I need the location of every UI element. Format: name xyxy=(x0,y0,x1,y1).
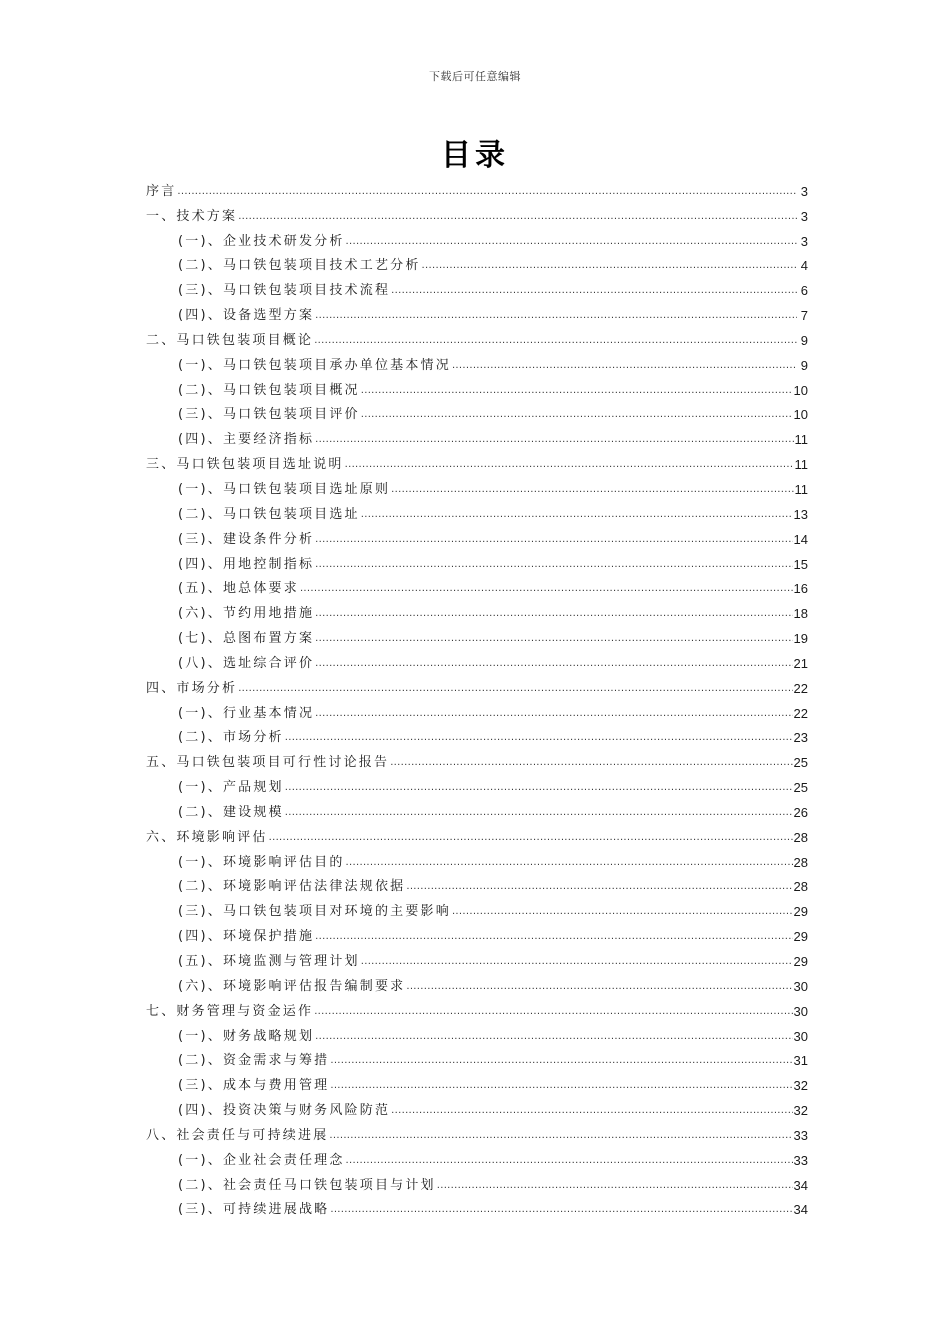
toc-subsection-entry[interactable] xyxy=(146,1020,808,1045)
toc-page-number: 10 xyxy=(793,407,808,423)
toc-subsection-entry[interactable] xyxy=(146,1069,808,1094)
toc-dot-leader xyxy=(314,1004,792,1020)
toc-entry-label: (五)、环境监测与管理计划 xyxy=(178,954,360,969)
toc-subsection-entry[interactable] xyxy=(146,1194,808,1219)
toc-page-number: 23 xyxy=(793,730,808,746)
toc-subsection-entry[interactable] xyxy=(146,225,808,250)
toc-page-number: 28 xyxy=(793,854,808,870)
toc-subsection-entry[interactable] xyxy=(146,920,808,945)
toc-dot-leader xyxy=(285,730,793,746)
toc-entry-label: (二)、建设规模 xyxy=(178,804,284,820)
toc-dot-leader xyxy=(285,780,793,796)
toc-page-number: 29 xyxy=(793,929,808,945)
toc-dot-leader xyxy=(315,606,792,622)
toc-page-number: 29 xyxy=(793,954,808,969)
toc-entry-label: (七)、总图布置方案 xyxy=(178,631,315,647)
toc-dot-leader xyxy=(452,358,797,374)
toc-dot-leader xyxy=(315,432,793,448)
toc-page-number: 4 xyxy=(800,258,808,274)
toc-entry-label: (一)、企业社会责任理念 xyxy=(178,1152,345,1168)
toc-dot-leader xyxy=(330,1053,792,1069)
toc-entry-label: 四、市场分析 xyxy=(146,680,238,696)
toc-page-number: 6 xyxy=(800,283,808,299)
toc-entry-label: (二)、资金需求与筹措 xyxy=(178,1053,330,1069)
toc-subsection-entry[interactable] xyxy=(146,796,808,821)
toc-entry-label: 五、马口铁包装项目可行性讨论报告 xyxy=(146,755,390,771)
toc-entry-label: (二)、市场分析 xyxy=(178,730,284,746)
toc-dot-leader xyxy=(315,929,792,945)
toc-entry-label: (二)、马口铁包装项目选址 xyxy=(178,506,360,522)
toc-entry-label: (五)、地总体要求 xyxy=(178,581,299,597)
toc-dot-leader xyxy=(437,1178,793,1194)
toc-entry-label: (二)、社会责任马口铁包装项目与计划 xyxy=(178,1177,436,1193)
toc-entry-label: (四)、用地控制指标 xyxy=(178,556,315,572)
toc-dot-leader xyxy=(314,333,797,349)
toc-page-number: 34 xyxy=(793,1177,808,1193)
toc-page-number: 22 xyxy=(793,705,808,721)
toc-dot-leader xyxy=(452,904,793,920)
toc-page-number: 3 xyxy=(800,233,808,249)
toc-page-number: 25 xyxy=(793,780,808,796)
toc-page-number: 33 xyxy=(793,1127,808,1143)
toc-dot-leader xyxy=(315,706,792,722)
toc-entry-label: (二)、马口铁包装项目技术工艺分析 xyxy=(178,258,421,274)
toc-subsection-entry[interactable] xyxy=(146,548,808,573)
toc-entry-label: (八)、选址综合评价 xyxy=(178,655,315,671)
toc-subsection-entry[interactable] xyxy=(146,945,808,970)
toc-dot-leader xyxy=(238,681,792,697)
toc-dot-leader xyxy=(315,1029,792,1045)
toc-dot-leader xyxy=(315,308,797,324)
toc-dot-leader xyxy=(315,532,792,548)
toc-subsection-entry[interactable] xyxy=(146,697,808,722)
toc-entry-label: (二)、马口铁包装项目概况 xyxy=(178,382,360,398)
toc-dot-leader xyxy=(345,457,794,473)
toc-entry-label: 序言 xyxy=(146,183,177,199)
toc-section-entry[interactable] xyxy=(146,672,808,697)
toc-page-number: 11 xyxy=(794,457,808,473)
toc-dot-leader xyxy=(361,407,793,423)
toc-entry-label: (一)、环境影响评估目的 xyxy=(178,854,345,870)
toc-page-number: 11 xyxy=(794,481,808,497)
toc-page-number: 28 xyxy=(793,829,808,845)
toc-section-entry[interactable] xyxy=(146,995,808,1020)
toc-subsection-entry[interactable] xyxy=(146,622,808,647)
toc-page-number: 30 xyxy=(793,1028,808,1044)
toc-dot-leader xyxy=(330,1202,792,1218)
toc-entry-label: (三)、可持续进展战略 xyxy=(178,1202,330,1218)
toc-dot-leader xyxy=(391,283,797,299)
toc-page-number: 21 xyxy=(793,655,808,671)
toc-subsection-entry[interactable] xyxy=(146,498,808,523)
toc-dot-leader xyxy=(361,507,793,523)
toc-entry-label: (六)、环境影响评估报告编制要求 xyxy=(178,978,406,994)
toc-entry-label: (六)、节约用地措施 xyxy=(178,606,315,622)
toc-subsection-entry[interactable] xyxy=(146,970,808,995)
toc-entry-label: (四)、主要经济指标 xyxy=(178,432,315,448)
toc-dot-leader xyxy=(361,954,793,970)
toc-entry-label: (四)、投资决策与财务风险防范 xyxy=(178,1103,391,1119)
toc-subsection-entry[interactable] xyxy=(146,523,808,548)
toc-dot-leader xyxy=(406,879,792,895)
page-title: 目录 xyxy=(441,138,509,173)
toc-subsection-entry[interactable] xyxy=(146,647,808,672)
toc-entry-label: (一)、企业技术研发分析 xyxy=(178,233,345,249)
toc-dot-leader xyxy=(315,557,792,573)
toc-section-entry[interactable] xyxy=(146,448,808,473)
toc-entry-label: (一)、财务战略规划 xyxy=(178,1028,315,1044)
toc-page-number: 26 xyxy=(793,804,808,820)
toc-page-number: 16 xyxy=(793,581,808,597)
toc-entry-label: 七、财务管理与资金运作 xyxy=(146,1003,314,1019)
toc-entry-label: (一)、产品规划 xyxy=(178,780,284,796)
toc-entry-label: (二)、环境影响评估法律法规依据 xyxy=(178,879,406,895)
toc-dot-leader xyxy=(346,234,797,250)
toc-entry-label: (三)、马口铁包装项目技术流程 xyxy=(178,283,391,299)
toc-dot-leader xyxy=(269,830,793,846)
toc-subsection-entry[interactable] xyxy=(146,722,808,747)
toc-entry-label: (一)、马口铁包装项目选址原则 xyxy=(178,481,391,497)
toc-section-entry[interactable] xyxy=(146,175,808,200)
toc-page-number: 25 xyxy=(793,755,808,771)
toc-dot-leader xyxy=(238,209,797,225)
toc-entry-label: 二、马口铁包装项目概论 xyxy=(146,332,314,348)
toc-dot-leader xyxy=(300,581,793,597)
toc-subsection-entry[interactable] xyxy=(146,895,808,920)
toc-page-number: 32 xyxy=(793,1103,808,1119)
toc-entry-label: (三)、马口铁包装项目对环境的主要影响 xyxy=(178,904,451,920)
toc-subsection-entry[interactable] xyxy=(146,349,808,374)
toc-dot-leader xyxy=(177,184,797,200)
toc-dot-leader xyxy=(315,656,792,672)
toc-subsection-entry[interactable] xyxy=(146,274,808,299)
toc-subsection-entry[interactable] xyxy=(146,399,808,424)
toc-entry-label: 八、社会责任与可持续进展 xyxy=(146,1127,329,1143)
toc-subsection-entry[interactable] xyxy=(146,1169,808,1194)
toc-entry-label: (三)、建设条件分析 xyxy=(178,531,315,547)
toc-section-entry[interactable] xyxy=(146,200,808,225)
toc-page-number: 3 xyxy=(800,208,808,224)
toc-page-number: 14 xyxy=(793,531,808,547)
toc-subsection-entry[interactable] xyxy=(146,374,808,399)
toc-page-number: 30 xyxy=(793,1003,808,1019)
toc-subsection-entry[interactable] xyxy=(146,846,808,871)
toc-page-number: 33 xyxy=(793,1152,808,1168)
toc-page-number: 31 xyxy=(793,1053,808,1069)
toc-entry-label: 三、马口铁包装项目选址说明 xyxy=(146,457,344,473)
toc-page-number: 34 xyxy=(793,1202,808,1218)
toc-section-entry[interactable] xyxy=(146,821,808,846)
toc-dot-leader xyxy=(422,258,797,274)
toc-page-number: 15 xyxy=(793,556,808,572)
toc-dot-leader xyxy=(406,979,792,995)
toc-dot-leader xyxy=(391,1103,792,1119)
toc-subsection-entry[interactable] xyxy=(146,1045,808,1070)
toc-dot-leader xyxy=(315,631,792,647)
toc-entry-label: (一)、马口铁包装项目承办单位基本情况 xyxy=(178,357,451,373)
toc-dot-leader xyxy=(346,1153,793,1169)
toc-entry-label: 一、技术方案 xyxy=(146,208,238,224)
toc-page-number: 11 xyxy=(794,432,808,448)
toc-page-number: 7 xyxy=(800,308,808,324)
toc-page-number: 9 xyxy=(800,332,808,348)
toc-dot-leader xyxy=(390,755,792,771)
toc-entry-label: (一)、行业基本情况 xyxy=(178,705,315,721)
toc-page-number: 28 xyxy=(793,879,808,895)
toc-page-number: 3 xyxy=(800,183,808,199)
toc-entry-label: (三)、成本与费用管理 xyxy=(178,1078,330,1094)
toc-dot-leader xyxy=(346,855,793,871)
toc-subsection-entry[interactable] xyxy=(146,1144,808,1169)
toc-page-number: 22 xyxy=(793,680,808,696)
toc-subsection-entry[interactable] xyxy=(146,473,808,498)
toc-page-number: 19 xyxy=(793,631,808,647)
toc-section-entry[interactable] xyxy=(146,1119,808,1144)
toc-subsection-entry[interactable] xyxy=(146,250,808,275)
toc-page-number: 30 xyxy=(793,978,808,994)
toc-page-number: 13 xyxy=(793,506,808,522)
toc-page-number: 29 xyxy=(793,904,808,920)
toc-subsection-entry[interactable] xyxy=(146,1094,808,1119)
toc-subsection-entry[interactable] xyxy=(146,871,808,896)
toc-page-number: 32 xyxy=(793,1078,808,1094)
toc-dot-leader xyxy=(285,805,793,821)
toc-page-number: 18 xyxy=(793,606,808,622)
toc-section-entry[interactable] xyxy=(146,746,808,771)
toc-dot-leader xyxy=(391,482,793,498)
toc-entry-label: 六、环境影响评估 xyxy=(146,829,268,845)
toc-section-entry[interactable] xyxy=(146,324,808,349)
toc-dot-leader xyxy=(329,1128,792,1144)
toc-entry-label: (三)、马口铁包装项目评价 xyxy=(178,407,360,423)
toc-subsection-entry[interactable] xyxy=(146,771,808,796)
toc-subsection-entry[interactable] xyxy=(146,597,808,622)
toc-dot-leader xyxy=(330,1078,792,1094)
toc-page-number: 10 xyxy=(793,382,808,398)
toc-subsection-entry[interactable] xyxy=(146,299,808,324)
toc-subsection-entry[interactable] xyxy=(146,573,808,598)
header-note: 下载后可任意编辑 xyxy=(429,70,521,83)
toc-dot-leader xyxy=(361,383,793,399)
table-of-contents xyxy=(146,175,808,1218)
toc-entry-label: (四)、环境保护措施 xyxy=(178,929,315,945)
toc-subsection-entry[interactable] xyxy=(146,423,808,448)
toc-page-number: 9 xyxy=(800,357,808,373)
toc-entry-label: (四)、设备选型方案 xyxy=(178,308,315,324)
